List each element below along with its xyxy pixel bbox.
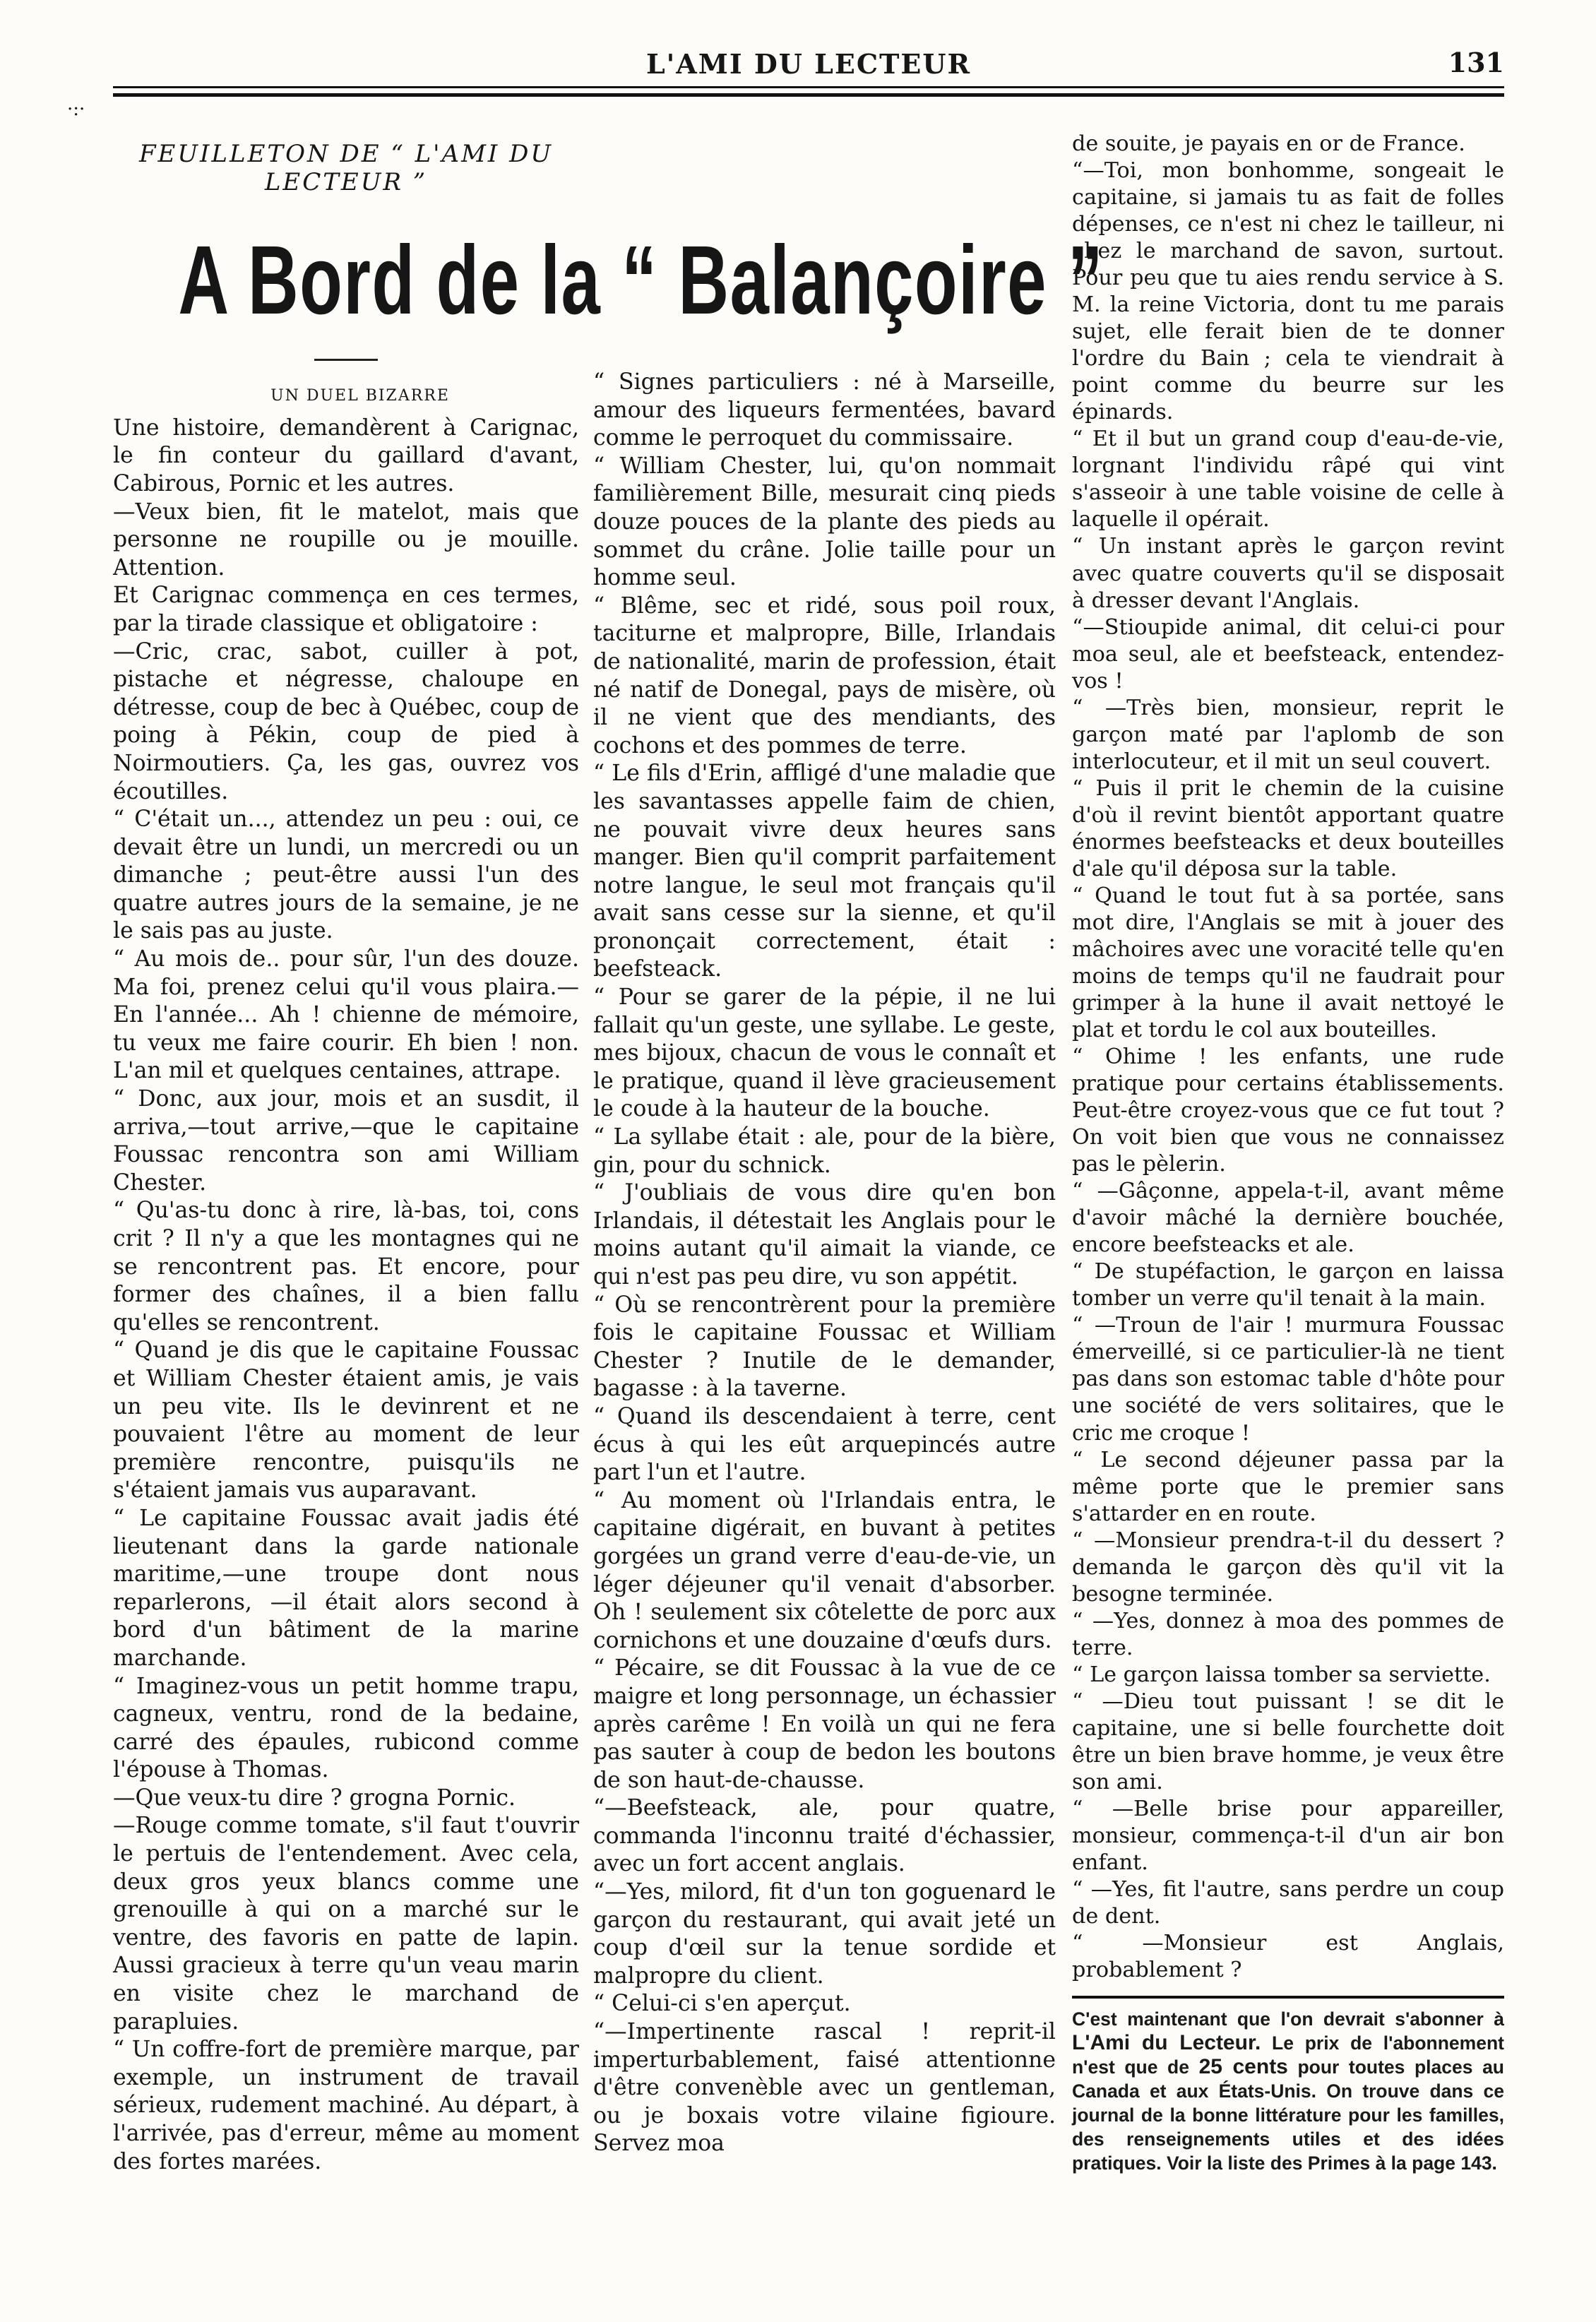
journal-title: L'AMI DU LECTEUR <box>645 48 972 80</box>
paragraph: “ Signes particuliers : né à Marseille, amour des liqueurs fermentées, bavard comme le perroquet du commissaire. <box>593 369 1056 451</box>
paragraph: “ Et il but un grand coup d'eau-de-vie, lorgnant l'individu râpé qui vint s'asseoir à une table voisine de celle à laquelle il opérait. <box>1072 427 1504 532</box>
page-header <box>113 44 1504 86</box>
paragraph: Une histoire, demandèrent à Carignac, le fin conteur du gaillard d'avant, Cabirous, Pornic et les autres. <box>113 415 579 496</box>
page-number: 131 <box>1448 47 1504 78</box>
paragraph: “ Ohime ! les enfants, une rude pratique pour certains établissements. Peut-être croyez-vous que ce fut tout ? On voit bien que vous ne connaissez pas le pèlerin. <box>1072 1044 1504 1177</box>
column-2 <box>593 369 1056 2158</box>
paragraph: “—Beefsteack, ale, pour quatre, commanda l'inconnu traité d'échassier, avec un fort accent anglais. <box>593 1795 1056 1877</box>
header-rule <box>113 86 1504 88</box>
paragraph: “ —Yes, donnez à moa des pommes de terre. <box>1072 1608 1504 1660</box>
paragraph: “ Imaginez-vous un petit homme trapu, cagneux, ventru, rond de la bedaine, carré des épaules, rubicond comme l'épouse à Thomas. <box>113 1673 579 1783</box>
paragraph: “ Le garçon laissa tomber sa serviette. <box>1072 1662 1491 1687</box>
paragraph: de souite, je payais en or de France. <box>1072 131 1465 156</box>
notice-rule <box>1072 1996 1504 1999</box>
paragraph: “ —Monsieur est Anglais, probablement ? <box>1072 1931 1504 1983</box>
paragraph: “ Quand ils descendaient à terre, cent écus à qui les eût arquepincés autre part l'un et l'autre. <box>593 1403 1056 1486</box>
paragraph: “ —Très bien, monsieur, reprit le garçon maté par l'aplomb de son interlocuteur, et il mit un seul couvert. <box>1072 695 1504 774</box>
title-rule <box>314 359 378 361</box>
paragraph: “ —Troun de l'air ! murmura Foussac émerveillé, si ce particulier-là ne tient pas dans son estomac table d'hôte pour une société de vers solitaires, que le cric me croque ! <box>1072 1313 1504 1446</box>
paragraph: “—Yes, milord, fit d'un ton goguenard le garçon du restaurant, qui avait jeté un coup d'œil sur la tenue sordide et malpropre du client. <box>593 1879 1056 1989</box>
paragraph: “ Celui-ci s'en aperçut. <box>593 1991 851 2017</box>
paragraph: “ William Chester, lui, qu'on nommait familièrement Bille, mesurait cinq pieds douze pouces de la plante des pieds au sommet du crâne. Jolie taille pour un homme seul. <box>593 453 1056 591</box>
paragraph: “ Le fils d'Erin, affligé d'une maladie que les savantasses appelle faim de chien, ne pouvait vivre deux heures sans manger. Bien qu'il comprit parfaitement notre langue, le seul mot français qu'il avait sans cesse sur la sienne, et qu'il prononçait correctement, était : beefsteack. <box>593 761 1056 982</box>
paragraph: “ Un coffre-fort de première marque, par exemple, un instrument de travail sérieux, rudement machiné. Au départ, à l'arrivée, pas d'erreur, même au moment des fortes marées. <box>113 2037 579 2174</box>
paragraph: “ Quand je dis que le capitaine Foussac et William Chester étaient amis, je vais un peu vite. Ils le devinrent et ne pouvaient l'être au moment de leur première rencontre, puisqu'ils ne s'étaient jamais vus auparavant. <box>113 1338 579 1504</box>
notice-text: pour toutes places au Canada et aux États-Unis. On trouve dans ce journal de la bonne littérature pour les familles, des renseignements utiles et des idées pratiques. Voir la liste des Primes à la page 143. <box>1072 2056 1504 2174</box>
paragraph: —Veux bien, fit le matelot, mais que personne ne roupille ou je mouille. Attention. <box>113 499 579 580</box>
paragraph: “—Toi, mon bonhomme, songeait le capitaine, si jamais tu as fait de folles dépenses, ce n'est ni chez le tailleur, ni chez le marchand de savon, surtout. Pour peu que tu aies rendu service à S. M. la reine Victoria, dont tu me parais sujet, elle ferait bien de te donner l'ordre du Bain ; cela te viendrait à point comme du beurre sur les épinards. <box>1072 158 1504 425</box>
paragraph: “ —Gâçonne, appela-t-il, avant même d'avoir mâché la dernière bouchée, encore beefsteacks et ale. <box>1072 1179 1504 1258</box>
paragraph: “ —Monsieur prendra-t-il du dessert ? demanda le garçon dès qu'il vit la besogne terminée. <box>1072 1528 1504 1607</box>
paragraph: “ La syllabe était : ale, pour de la bière, gin, pour du schnick. <box>593 1124 1056 1178</box>
paragraph: “ —Dieu tout puissant ! se dit le capitaine, une si belle fourchette doit être un bien brave homme, je veux être son ami. <box>1072 1689 1504 1794</box>
paragraph: “ Pour se garer de la pépie, il ne lui fallait qu'un geste, une syllabe. Le geste, mes bijoux, chacun de vous le connaît et le pratique, quand il lève gracieusement le coude à la hauteur de la bouche. <box>593 984 1056 1122</box>
margin-mark: ·:· <box>67 99 85 120</box>
paragraph: “ Quand le tout fut à sa portée, sans mot dire, l'Anglais se mit à jouer des mâchoires avec une voracité telle qu'en moins de temps qu'il ne faudrait pour grimper à la hune il avait nettoyé le plat et tordu le col aux bouteilles. <box>1072 883 1504 1043</box>
feuilleton-heading: FEUILLETON DE “ L'AMI DU LECTEUR ” <box>138 140 554 196</box>
paragraph: “—Impertinente rascal ! reprit-il imperturbablement, faisé attentionne d'être convenèble avec un gentleman, ou je boxais votre vilaine figioure. Servez moa <box>593 2019 1056 2157</box>
subheading: UN DUEL BIZARRE <box>270 387 450 405</box>
header-rule-double <box>113 93 1504 97</box>
subscription-notice <box>1072 2007 1504 2175</box>
paragraph: —Que veux-tu dire ? grogna Pornic. <box>113 1785 516 1811</box>
paragraph: “ Donc, aux jour, mois et an susdit, il arriva,—tout arrive,—que le capitaine Foussac rencontra son ami William Chester. <box>113 1086 579 1196</box>
paragraph: “ C'était un..., attendez un peu : oui, ce devait être un lundi, un mercredi ou un dimanche ; peut-être aussi l'un des quatre autres jours de la semaine, je ne le sais pas au juste. <box>113 806 579 944</box>
paragraph: “ Où se rencontrèrent pour la première fois le capitaine Foussac et William Chester ? Inutile de le demander, bagasse : à la taverne. <box>593 1292 1056 1402</box>
notice-price: 25 cents <box>1198 2055 1288 2078</box>
paragraph: “ De stupéfaction, le garçon en laissa tomber un verre qu'il tenait à la main. <box>1072 1259 1504 1311</box>
paragraph: “ —Belle brise pour appareiller, monsieur, commença-t-il d'un air bon enfant. <box>1072 1796 1504 1875</box>
paragraph: “ Qu'as-tu donc à rire, là-bas, toi, cons crit ? Il n'y a que les montagnes qui ne se rencontrent pas. Et encore, pour former des chaînes, il a bien fallu qu'elles se rencontrent. <box>113 1198 579 1335</box>
paragraph: —Cric, crac, sabot, cuiller à pot, pistache et négresse, chaloupe en détresse, coup de bec à Québec, coup de poing à Pékin, coup de pied à Noirmoutiers. Ça, les gas, ouvrez vos écoutilles. <box>113 638 579 804</box>
notice-text: Le prix de l'abonnement n'est que de <box>1072 2032 1504 2078</box>
paragraph: “ Au mois de.. pour sûr, l'un des douze. Ma foi, prenez celui qu'il vous plaira.—En l'année... Ah ! chienne de mémoire, tu veux me faire courir. Eh bien ! non. L'an mil et quelques centaines, attrape. <box>113 946 579 1084</box>
paragraph: “ Pécaire, se dit Foussac à la vue de ce maigre et long personnage, un échassier après carême ! En voilà un qui ne fera pas sauter à coup de bedon les boutons de son haut-de-chausse. <box>593 1655 1056 1793</box>
paragraph: —Rouge comme tomate, s'il faut t'ouvrir le pertuis de l'entendement. Avec cela, deux gros yeux blancs comme une grenouille à qui on a marché sur le ventre, des favoris en patte de lapin. Aussi gracieux à terre qu'un veau marin en visite chez le marchand de parapluies. <box>113 1813 579 2035</box>
paragraph: “ —Yes, fit l'autre, sans perdre un coup de dent. <box>1072 1877 1504 1929</box>
article-title: A Bord de la “ Balançoire ” <box>178 226 1104 335</box>
paragraph: “ Le capitaine Foussac avait jadis été lieutenant dans la garde nationale maritime,—une troupe dont nous reparlerons, —il était alors second à bord d'un bâtiment de la marine marchande. <box>113 1505 579 1671</box>
notice-journal-name: L'Ami du Lecteur. <box>1072 2031 1261 2054</box>
paragraph: “ Le second déjeuner passa par la même porte que le premier sans s'attarder en en route. <box>1072 1447 1504 1526</box>
paragraph: “ Puis il prit le chemin de la cuisine d'où il revint bientôt apportant quatre énormes beefsteacks et deux bouteilles d'ale qu'il déposa sur la table. <box>1072 775 1504 881</box>
paragraph: “ Un instant après le garçon revint avec quatre couverts qu'il se disposait à dresser devant l'Anglais. <box>1072 534 1504 613</box>
paragraph: “—Stioupide animal, dit celui-ci pour moa seul, ale et beefsteack, entendez-vos ! <box>1072 614 1504 693</box>
paragraph: Et Carignac commença en ces termes, par la tirade classique et obligatoire : <box>113 583 579 636</box>
paragraph: “ Blême, sec et ridé, sous poil roux, taciturne et malpropre, Bille, Irlandais de nationalité, marin de profession, était né natif de Donegal, pays de misère, où il ne vient que des mendiants, des cochons et des pommes de terre. <box>593 593 1056 758</box>
column-3 <box>1072 131 1504 1984</box>
notice-text: C'est maintenant que l'on devrait s'abonner à <box>1072 2008 1504 2030</box>
paragraph: “ J'oubliais de vous dire qu'en bon Irlandais, il détestait les Anglais pour le moins autant qu'il aimait la viande, ce qui n'est pas peu dire, vu son appétit. <box>593 1180 1056 1290</box>
paragraph: “ Au moment où l'Irlandais entra, le capitaine digérait, en buvant à petites gorgées un grand verre d'eau-de-vie, un léger déjeuner qu'il venait d'absorber. Oh ! seulement six côtelette de porc aux cornichons et une douzaine d'œufs durs. <box>593 1487 1056 1653</box>
